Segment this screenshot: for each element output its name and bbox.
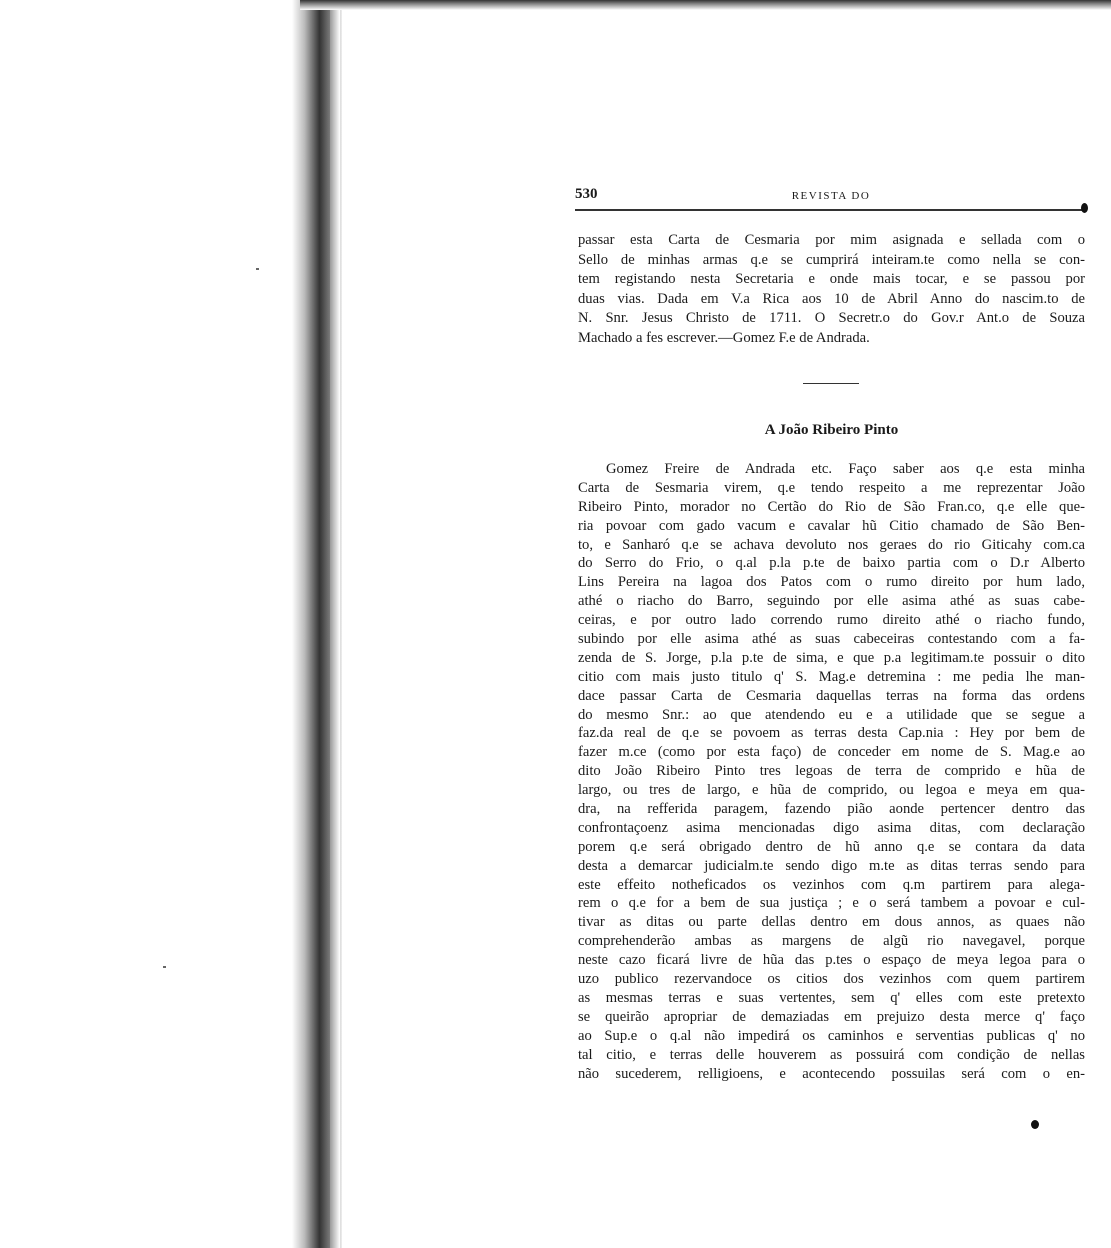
text-line: ria povoar com gado vacum e cavalar hũ Citio chamado de São Ben- (578, 517, 1085, 534)
text-line: do mesmo Snr.: ao que atendendo eu e a utilidade que se segue a (578, 706, 1085, 723)
text-line: fazer m.ce (como por esta faço) de conceder em nome de S. Mag.e ao (578, 744, 1085, 761)
page-ornament-dot (1031, 1120, 1039, 1129)
text-line: dito João Ribeiro Pinto tres legoas de terra de comprido e hũa de (578, 763, 1085, 780)
text-line: Carta de Sesmaria virem, q.e tendo respeito a me reprezentar João (578, 479, 1085, 496)
text-line: tal citio, e terras delle houverem as possuirá com condição de nellas (578, 1046, 1085, 1063)
text-line: neste cazo ficará livre de hũa das p.tes o espaço de meya legoa para o (578, 952, 1085, 969)
paragraph-body (578, 460, 1085, 1083)
text-line: citio com mais justo titulo q' S. Mag.e detremina : me pedia lhe man- (578, 668, 1085, 685)
text-line: desta a demarcar judicialm.te sendo digo m.te as ditas terras sendo para (578, 857, 1085, 874)
page-gutter (330, 10, 340, 1248)
text-line: N. Snr. Jesus Christo de 1711. O Secretr.o do Gov.r Ant.o de Souza (578, 310, 1085, 327)
text-line: este effeito nothefіcados os vezinhos com q.m partirem para alega- (578, 876, 1085, 893)
page-number: 530 (575, 186, 598, 202)
text-line: dace passar Carta de Cesmaria daquellas terras na forma das ordens (578, 687, 1085, 704)
text-line: Sello de minhas armas q.e se cumprirá inteiram.te como nella se con- (578, 251, 1085, 268)
text-line: ceiras, e por outro lado correndo rumo direito athé o riacho fundo, (578, 612, 1085, 629)
text-line: tivar as ditas ou parte dellas dentro em dous annos, as quaes não (578, 914, 1085, 931)
text-line: porem q.e será obrigado dentro de hũ anno q.e se contara da data (578, 838, 1085, 855)
text-line: Ribeiro Pinto, morador no Certão do Rio de São Fran.co, q.e elle que- (578, 498, 1085, 515)
text-line: subindo por elle asima athé as suas cabeceiras contestando com a fa- (578, 631, 1085, 648)
page-header (575, 186, 1087, 208)
header-rule-ornament (1081, 203, 1088, 213)
text-line: confrontaçoenz asima mencionadas digo asima ditas, com declaração (578, 819, 1085, 836)
running-title: REVISTA DO (791, 190, 871, 202)
text-line: ao Sup.e o q.al não impedirá os caminhos e serventias publicas q' no (578, 1027, 1085, 1044)
text-line: faz.da real de q.e se povoem as terras desta Cap.nia : Hey por bem de (578, 725, 1085, 742)
section-separator (803, 383, 859, 384)
scan-speck (163, 966, 166, 968)
text-line: athé o riacho do Barro, seguindo por elle asima athé as suas cabe- (578, 593, 1085, 610)
text-line: rem o q.e for a bem de sua justiça ; e o será tambem a povoar e cul- (578, 895, 1085, 912)
text-line: Lins Pereira na lagoa dos Patos com o rumo direito por hum lado, (578, 574, 1085, 591)
header-rule (575, 209, 1087, 211)
text-line: dra, na refferida paragem, fazendo pião aonde pertencer dentro das (578, 801, 1085, 818)
text-line: largo, ou tres de largo, e hũa de comprido, ou legoa e meya em qua- (578, 782, 1085, 799)
text-line: zenda de S. Jorge, p.la p.te de sima, e que p.a legitimam.te possuir o dito (578, 649, 1085, 666)
scan-speck (256, 268, 259, 270)
text-line: as mesmas terras e suas vertentes, sem q' elles com este pretexto (578, 989, 1085, 1006)
page-top-edge (300, 0, 1111, 10)
text-line: duas vias. Dada em V.a Rica aos 10 de Abril Anno do nascim.to de (578, 290, 1085, 307)
text-line: do Serro do Frio, o q.al p.la p.te de baixo partia com o D.r Alberto (578, 555, 1085, 572)
text-line: Gomez Freire de Andrada etc. Faço saber aos q.e esta minha (606, 461, 1085, 477)
text-line: comprehenderão ambas as margens de algũ rio navegavel, porque (578, 933, 1085, 950)
text-line: uzo publico rezervandoce os citios dos vezinhos com quem partirem (578, 971, 1085, 988)
section-title: A João Ribeiro Pinto (764, 422, 899, 438)
text-line: se queirão apropriar de demaziadas em prejuizo desta merce q' faço (578, 1008, 1085, 1025)
text-line: tem registando nesta Secretaria e onde mais tocar, e se passou por (578, 271, 1085, 288)
text-line: Machado a fes escrever.—Gomez F.e de Andrada. (578, 329, 870, 346)
paragraph-closing (578, 231, 1085, 349)
text-line: passar esta Carta de Cesmaria por mim asignada e sellada com o (578, 232, 1085, 248)
text-line: não sucederem, relligioens, e acontecendo possuilas será com o en- (578, 1065, 1085, 1082)
text-line: to, e Sanharó q.e se achava devoluto nos geraes do rio Giticahy com.ca (578, 536, 1085, 553)
